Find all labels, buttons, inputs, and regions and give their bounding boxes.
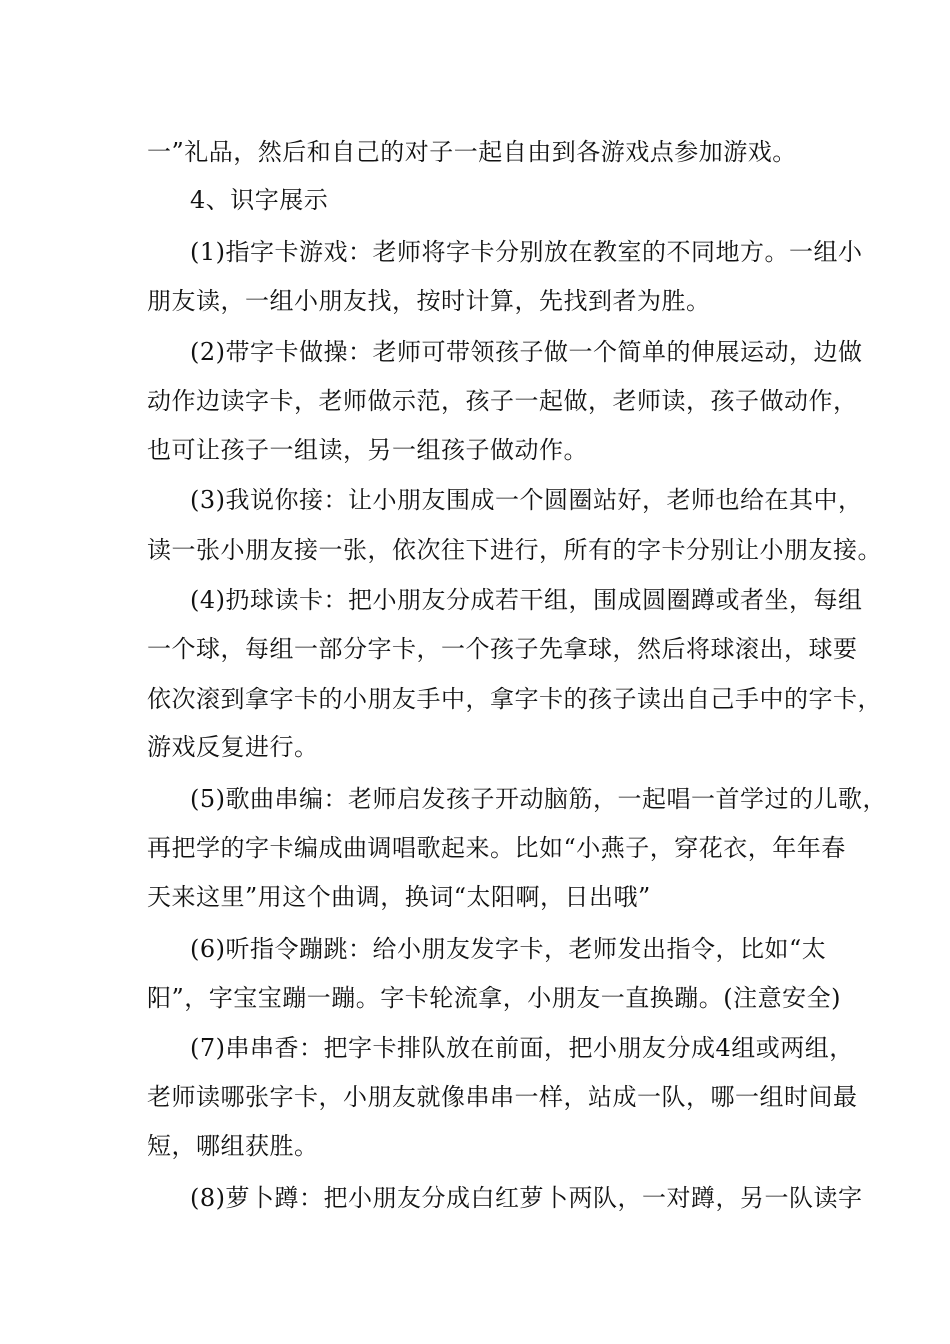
paragraph-line: (8)萝卜蹲：把小朋友分成白红萝卜两队，一对蹲，另一队读字 [190,1184,863,1212]
paragraph-line: 老师读哪张字卡，小朋友就像串串一样，站成一队，哪一组时间最 [147,1083,858,1111]
paragraph-line: (5)歌曲串编：老师启发孩子开动脑筋，一起唱一首学过的儿歌， [190,785,887,813]
paragraph-line: (4)扔球读卡：把小朋友分成若干组，围成圆圈蹲或者坐，每组 [190,586,863,614]
paragraph-line: 再把学的字卡编成曲调唱歌起来。比如“小燕子，穿花衣，年年春 [147,834,846,862]
section-heading: 4、识字展示 [190,186,329,214]
paragraph-line: 一”礼品，然后和自己的对子一起自由到各游戏点参加游戏。 [147,138,797,166]
paragraph-line: 游戏反复进行。 [147,733,319,761]
paragraph-line: 依次滚到拿字卡的小朋友手中，拿字卡的孩子读出自己手中的字卡， [147,685,882,713]
paragraph-line: 短，哪组获胜。 [147,1132,319,1160]
paragraph-line: 阳”，字宝宝蹦一蹦。字卡轮流拿，小朋友一直换蹦。(注意安全) [147,984,841,1012]
paragraph-line: (2)带字卡做操：老师可带领孩子做一个简单的伸展运动，边做 [190,338,863,366]
paragraph-line: (7)串串香：把字卡排队放在前面，把小朋友分成4组或两组， [190,1034,854,1062]
paragraph-line: 动作边读字卡，老师做示范，孩子一起做，老师读，孩子做动作， [147,387,858,415]
paragraph-line: (3)我说你接：让小朋友围成一个圆圈站好，老师也给在其中， [190,486,863,514]
paragraph-line: 朋友读，一组小朋友找，按时计算，先找到者为胜。 [147,287,711,315]
paragraph-line: 也可让孩子一组读，另一组孩子做动作。 [147,436,588,464]
paragraph-line: 读一张小朋友接一张，依次往下进行，所有的字卡分别让小朋友接。 [147,536,882,564]
paragraph-line: 天来这里”用这个曲调，换词“太阳啊，日出哦” [147,883,651,911]
paragraph-line: 一个球，每组一部分字卡，一个孩子先拿球，然后将球滚出，球要 [147,635,858,663]
paragraph-line: (1)指字卡游戏：老师将字卡分别放在教室的不同地方。一组小 [190,238,863,266]
paragraph-line: (6)听指令蹦跳：给小朋友发字卡，老师发出指令，比如“太 [190,935,827,963]
